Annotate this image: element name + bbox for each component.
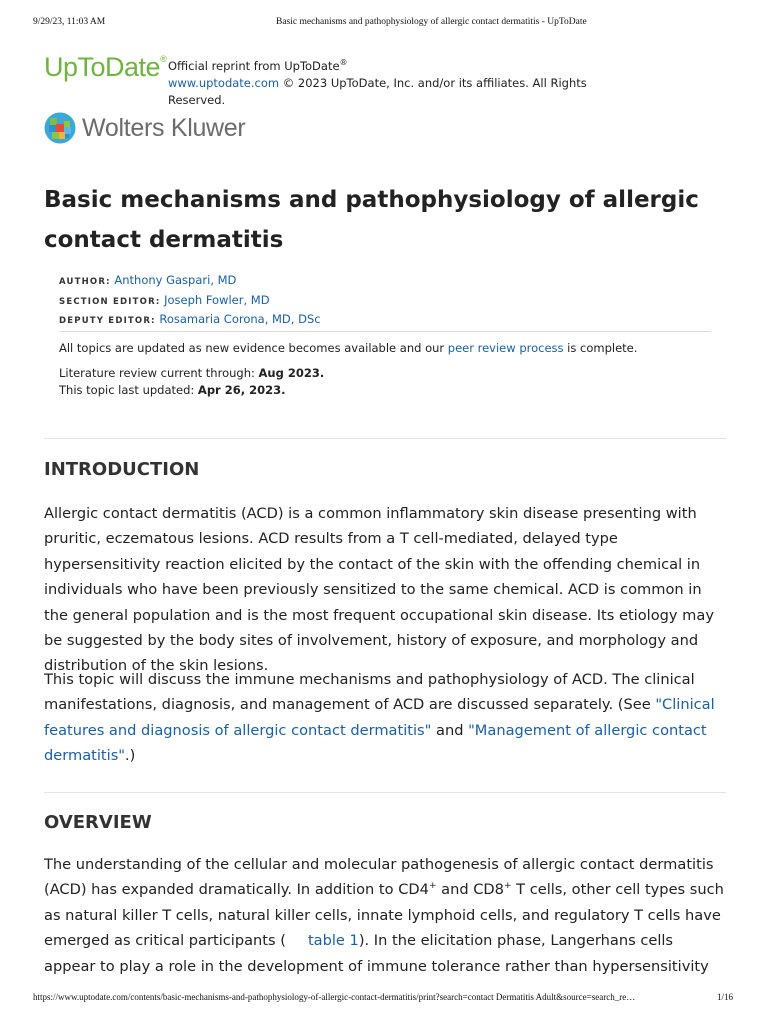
section-divider [44, 438, 726, 439]
section-editor-link[interactable]: Joseph Fowler, MD [164, 292, 270, 307]
deputy-editor-row [59, 311, 711, 331]
meta-divider [59, 331, 711, 332]
reprint-line: Official reprint from UpToDate [168, 58, 340, 73]
wolters-kluwer-mark-icon [44, 112, 76, 144]
table-1-link[interactable]: table 1 [307, 932, 359, 950]
print-datetime: 9/29/23, 11:03 AM [33, 17, 106, 27]
page-indicator: 1/16 [717, 992, 734, 1002]
uptodate-logo[interactable]: UpToDate® [44, 52, 167, 82]
introduction-heading: INTRODUCTION [44, 459, 200, 480]
deputy-editor-link[interactable]: Rosamaria Corona, MD, DSc [159, 312, 321, 326]
copyright-text: © 2023 UpToDate, Inc. and/or its affiliates. All Rights Reserved. [168, 75, 587, 107]
wolters-kluwer-name: Wolters Kluwer [82, 114, 246, 142]
section-editor-label: SECTION EDITOR: [59, 296, 161, 307]
section-divider [44, 792, 726, 793]
article-title: Basic mechanisms and pathophysiology of allergic contact dermatitis [44, 187, 699, 253]
last-updated-date: This topic last updated: Apr 26, 2023. [59, 383, 286, 397]
peer-review-link[interactable]: peer review process [447, 341, 564, 355]
review-notice: All topics are updated as new evidence becomes available and our peer review process is complete. Literature review current through: Aug 2023. This topic last updated: Apr 26, 2023. [59, 340, 711, 399]
overview-paragraph: The understanding of the cellular and molecular pathogenesis of allergic contact dermatitis (ACD) has expanded dramatically. In addition to CD4+ and CD8+ T cells, other cell types such as natural killer T cells, natural killer cells, innate lymphoid cells, and regulatory T cells have emerged as critical participants ( table 1). In the elicitation phase, Langerhans cells appear to play a role in the development of immune tolerance rather than hypersensitivity [44, 856, 724, 975]
reprint-notice: Official reprint from UpToDate® www.uptodate.com © 2023 UpToDate, Inc. and/or its affiliates. All Rights Reserved. [168, 58, 587, 107]
print-doc-title: Basic mechanisms and pathophysiology of allergic contact dermatitis - UpToDate [276, 17, 587, 27]
introduction-paragraph-2: This topic will discuss the immune mechanisms and pathophysiology of ACD. The clinical manifestations, diagnosis, and management of ACD are discussed separately. (See "Clinical features and diagnosis of allergic contact dermatitis" and "Management of allergic contact dermatitis".) [44, 671, 715, 765]
management-link[interactable]: "Management of allergic contact dermatitis" [44, 721, 707, 765]
section-editor-row [59, 292, 711, 312]
clinical-features-link[interactable]: "Clinical features and diagnosis of allergic contact dermatitis" [44, 696, 715, 739]
deputy-editor-label: DEPUTY EDITOR: [59, 316, 156, 326]
uptodate-site-link[interactable]: www.uptodate.com [168, 75, 280, 90]
overview-heading: OVERVIEW [44, 812, 152, 833]
author-link[interactable]: Anthony Gaspari, MD [114, 273, 237, 287]
print-url: https://www.uptodate.com/contents/basic-mechanisms-and-pathophysiology-of-allergic-contact-dermatitis/print?search=contact Dermatitis Adult&source=search_re… [33, 992, 636, 1002]
author-label: AUTHOR: [59, 277, 111, 287]
author-row [59, 272, 711, 292]
authors-block [59, 272, 711, 331]
lit-review-date: Literature review current through: Aug 2023. [59, 366, 325, 380]
introduction-paragraph-1: Allergic contact dermatitis (ACD) is a common inflammatory skin disease presenting with pruritic, eczematous lesions. ACD results from a T cell-mediated, delayed type hypersensitivity reaction elicited by the contact of the skin with the offending chemical in individuals who have been previously sensitized to the same chemical. ACD is common in the general population and is the most frequent occupational skin disease. Its etiology may be suggested by the body sites of involvement, history of exposure, and morphology and distribution of the skin lesions. [44, 505, 714, 675]
